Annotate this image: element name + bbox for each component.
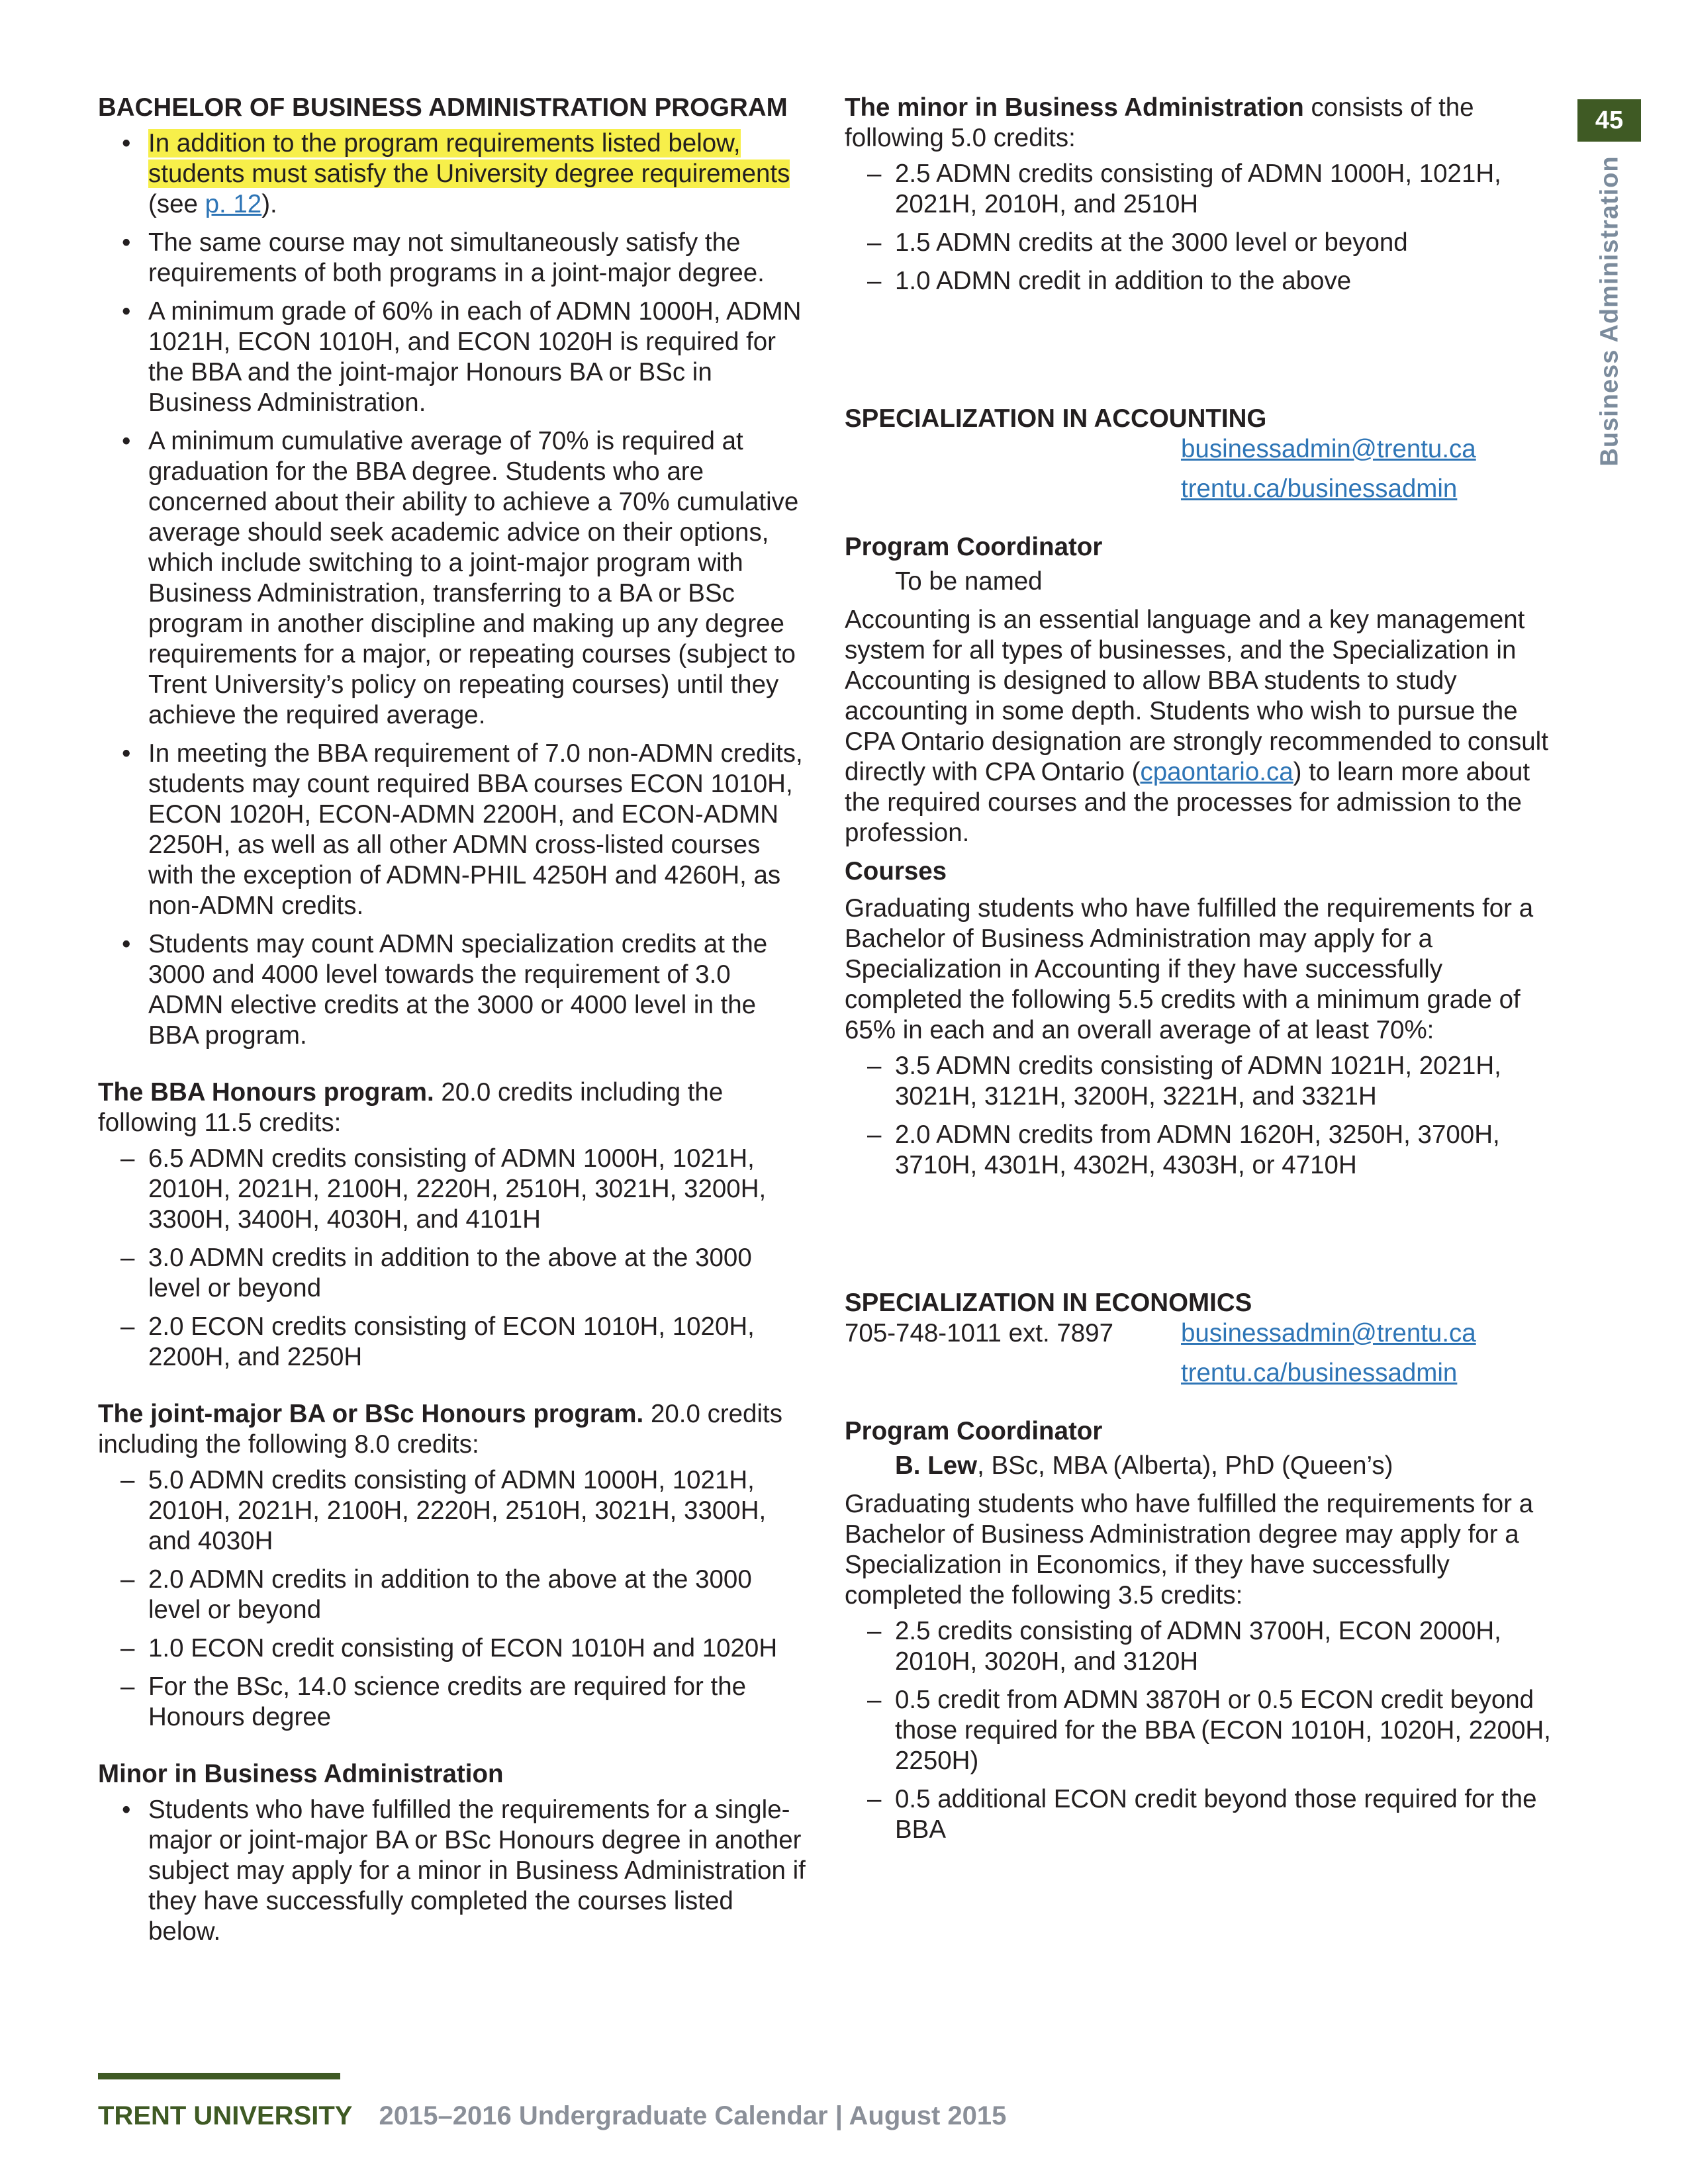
accounting-coordinator-label: Program Coordinator xyxy=(845,533,1103,561)
list-item: • In meeting the BBA requirement of 7.0 non-ADMN credits, students may count required BBA courses ECON 1010H, ECON 1020H, ECON-ADMN 2200H, and ECON-ADMN 2250H, as well as all other ADMN cross-listed courses with the exception of ADMN-PHIL 4250H and 4260H, as non-ADMN credits. xyxy=(98,739,810,921)
economics-web xyxy=(845,1358,1553,1398)
list-item: – 3.0 ADMN credits in addition to the above at the 3000 level or beyond xyxy=(98,1243,810,1304)
list-item: – 6.5 ADMN credits consisting of ADMN 1000H, 1021H, 2010H, 2021H, 2100H, 2220H, 2510H, 3021H, 3200H, 3300H, 3400H, 4030H, and 4101H xyxy=(98,1144,810,1235)
accounting-coordinator-name: To be named xyxy=(895,567,1043,596)
page-12-link[interactable]: p. 12 xyxy=(205,190,262,218)
highlighted-text: In addition to the program requirements listed below, students must satisfy the University degree requirements xyxy=(148,129,790,188)
bba-program-heading: BACHELOR OF BUSINESS ADMINISTRATION PROGRAM xyxy=(98,93,788,122)
list-item: • A minimum cumulative average of 70% is required at graduation for the BBA degree. Students who are concerned about their ability to achieve a 70% cumulative average should seek academic advice on their options, which include switching to a joint-major program with Business Administration, transferring to a BA or BSc program in another discipline and making up any degree requirements for a major, or repeating courses (subject to Trent University’s policy on repeating courses) until they achieve the required average. xyxy=(98,426,810,731)
courses-label: Courses xyxy=(845,857,947,886)
list-item: – 1.5 ADMN credits at the 3000 level or beyond xyxy=(845,228,1553,258)
side-section-label: Business Administration xyxy=(1595,156,1624,467)
list-item: – 2.0 ADMN credits from ADMN 1620H, 3250H, 3700H, 3710H, 4301H, 4302H, 4303H, or 4710H xyxy=(845,1120,1553,1181)
joint-major-intro: The joint-major BA or BSc Honours program. 20.0 credits including the following 8.0 credits: xyxy=(98,1400,782,1459)
accounting-heading: SPECIALIZATION IN ACCOUNTING xyxy=(845,404,1267,433)
joint-major-list xyxy=(98,1465,810,1733)
accounting-courses-list xyxy=(845,1051,1553,1181)
economics-contact xyxy=(845,1318,1553,1358)
list-item: – 2.0 ADMN credits in addition to the above at the 3000 level or beyond xyxy=(98,1565,810,1625)
page-number: 45 xyxy=(1577,99,1641,142)
minor-consists-intro: The minor in Business Administration consists of the following 5.0 credits: xyxy=(845,93,1474,152)
footer-calendar: 2015–2016 Undergraduate Calendar | August 2015 xyxy=(379,2101,1007,2130)
list-item: – 0.5 credit from ADMN 3870H or 0.5 ECON credit beyond those required for the BBA (ECON 1010H, 1020H, 2200H, 2250H) xyxy=(845,1685,1553,1776)
bba-requirements-list xyxy=(98,128,810,1051)
list-item: • A minimum grade of 60% in each of ADMN 1000H, ADMN 1021H, ECON 1010H, and ECON 1020H is required for the BBA and the joint-major Honours BA or BSc in Business Administration. xyxy=(98,296,810,418)
courses-paragraph: Graduating students who have fulfilled the requirements for a Bachelor of Business Administration may apply for a Specialization in Accounting if they have successfully completed the following 5.5 credits with a minimum grade of 65% in each and an overall average of at least 70%: xyxy=(845,894,1534,1044)
left-column xyxy=(98,93,810,1955)
footer-rule xyxy=(98,2073,340,2079)
list-item: • Students who have fulfilled the requirements for a single-major or joint-major BA or BSc Honours degree in another subject may apply for a minor in Business Administration if they have successfully completed the courses listed below. xyxy=(98,1795,810,1947)
list-item: • The same course may not simultaneously satisfy the requirements of both programs in a joint-major degree. xyxy=(98,228,810,289)
accounting-paragraph: Accounting is an essential language and a key management system for all types of businesses, and the Specialization in Accounting is designed to allow BBA students to study accounting in some depth. Students who wish to pursue the CPA Ontario designation are strongly recommended to consult directly with CPA Ontario (cpaontario.ca) to learn more about the required courses and the processes for admission to the profession. xyxy=(845,606,1548,847)
list-item: – 5.0 ADMN credits consisting of ADMN 1000H, 1021H, 2010H, 2021H, 2100H, 2220H, 2510H, 3021H, 3300H, and 4030H xyxy=(98,1465,810,1557)
list-item: • Students may count ADMN specialization credits at the 3000 and 4000 level towards the requirement of 3.0 ADMN elective credits at the 3000 or 4000 level in the BBA program. xyxy=(98,929,810,1051)
bba-honours-intro: The BBA Honours program. 20.0 credits including the following 11.5 credits: xyxy=(98,1078,724,1137)
list-item: – 1.0 ADMN credit in addition to the above xyxy=(845,266,1553,296)
footer xyxy=(98,2101,1006,2131)
economics-paragraph: Graduating students who have fulfilled the requirements for a Bachelor of Business Administration degree may apply for a Specialization in Economics, if they have successfully completed the following 3.5 credits: xyxy=(845,1490,1534,1610)
economics-heading: SPECIALIZATION IN ECONOMICS xyxy=(845,1289,1252,1317)
economics-phone: 705-748-1011 ext. 7897 xyxy=(845,1319,1113,1347)
list-item: – For the BSc, 14.0 science credits are required for the Honours degree xyxy=(98,1672,810,1733)
accounting-web xyxy=(845,474,1553,514)
right-column xyxy=(845,93,1553,1853)
economics-email-link[interactable]: businessadmin@trentu.ca xyxy=(1181,1319,1476,1347)
minor-list xyxy=(98,1795,810,1947)
minor-consists-list xyxy=(845,159,1553,296)
economics-coordinator-label: Program Coordinator xyxy=(845,1417,1103,1445)
list-item: – 3.5 ADMN credits consisting of ADMN 1021H, 2021H, 3021H, 3121H, 3200H, 3221H, and 3321H xyxy=(845,1051,1553,1112)
accounting-contact xyxy=(845,434,1553,474)
economics-courses-list xyxy=(845,1616,1553,1845)
list-item: • In addition to the program requirements listed below, students must satisfy the University degree requirements (see p. 12). xyxy=(98,128,810,220)
list-item: – 2.5 credits consisting of ADMN 3700H, ECON 2000H, 2010H, 3020H, and 3120H xyxy=(845,1616,1553,1677)
minor-heading: Minor in Business Administration xyxy=(98,1760,504,1788)
list-item: – 2.0 ECON credits consisting of ECON 1010H, 1020H, 2200H, and 2250H xyxy=(98,1312,810,1373)
accounting-web-link[interactable]: trentu.ca/businessadmin xyxy=(1181,475,1458,503)
list-item: – 0.5 additional ECON credit beyond those required for the BBA xyxy=(845,1784,1553,1845)
accounting-email-link[interactable]: businessadmin@trentu.ca xyxy=(1181,435,1476,463)
list-item: – 1.0 ECON credit consisting of ECON 1010H and 1020H xyxy=(98,1633,810,1664)
bba-honours-list xyxy=(98,1144,810,1373)
list-item: – 2.5 ADMN credits consisting of ADMN 1000H, 1021H, 2021H, 2010H, and 2510H xyxy=(845,159,1553,220)
economics-web-link[interactable]: trentu.ca/businessadmin xyxy=(1181,1359,1458,1387)
economics-coordinator: B. Lew, BSc, MBA (Alberta), PhD (Queen’s) xyxy=(895,1451,1393,1480)
footer-university: TRENT UNIVERSITY xyxy=(98,2101,353,2130)
cpaontario-link[interactable]: cpaontario.ca xyxy=(1140,758,1293,786)
